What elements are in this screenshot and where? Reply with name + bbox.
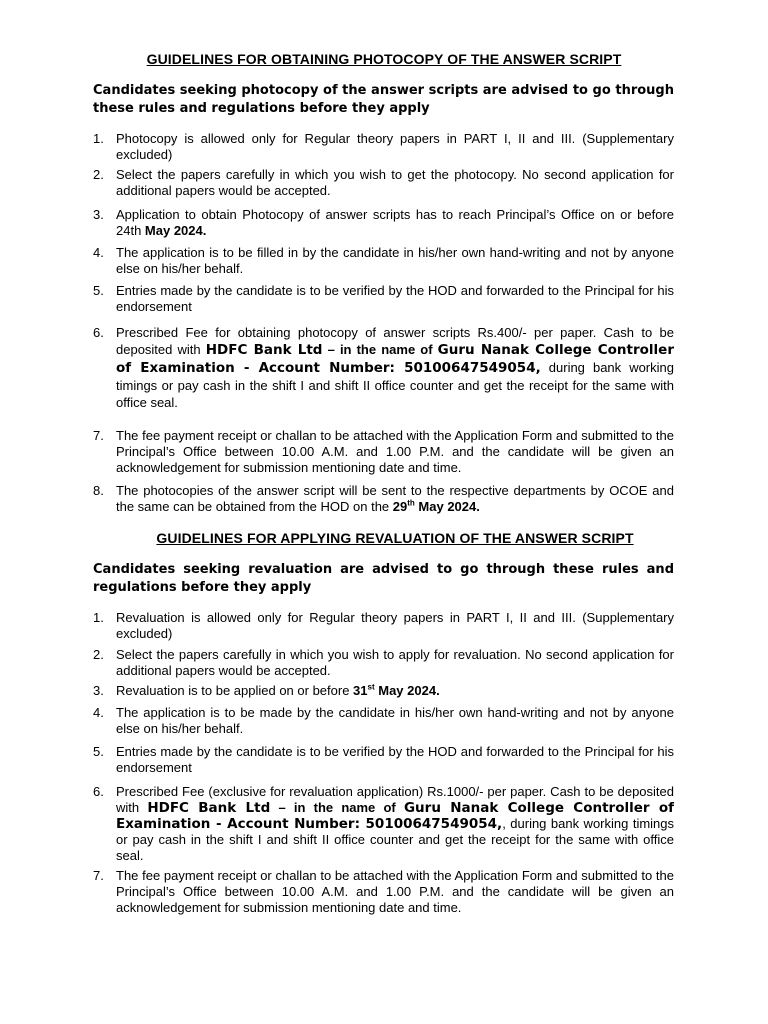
deadline-month: May 2024. [374,683,440,698]
item-text [116,683,674,699]
in-name-of: – in the name of [322,342,438,357]
photocopy-item-8 [93,483,674,515]
revaluation-intro: Candidates seeking revaluation are advised to go through these rules and regulations before they apply [93,562,674,595]
item-number: 5. [93,744,104,759]
account-number: - Account Number: 50100647549054, [210,816,503,832]
revaluation-item-3 [93,683,674,699]
pickup-day: 29 [392,499,408,514]
in-name-of: – in the name of [270,800,404,815]
item-number: 3. [93,683,104,698]
photocopy-intro: Candidates seeking photocopy of the answer scripts are advised to go through these rules and regulations before they apply [93,83,674,116]
item-text [116,784,674,864]
item-number: 1. [93,610,104,625]
item-text-main: Prescribed Fee (exclusive for revaluation application) Rs.1000/- per paper. Cash to be deposited with [116,784,674,815]
item-number: 1. [93,131,104,146]
item-text-main: The photocopies of the answer script will be sent to the respective departments by OCOE and the same can be obtained from the HOD on the [116,483,674,514]
pickup-month: May 2024. [414,499,480,514]
pickup-day-suffix: th [407,498,415,508]
item-text [116,483,674,515]
item-number: 2. [93,647,104,662]
revaluation-item-6 [93,784,674,864]
item-text-main: Revaluation is to be applied on or before [116,683,354,698]
revaluation-item-1 [93,610,674,642]
item-number: 7. [93,868,104,883]
deadline-day-suffix: st [367,682,375,692]
revaluation-item-5 [93,744,674,776]
item-number: 6. [93,325,104,340]
item-number: 8. [93,483,104,498]
item-number: 4. [93,705,104,720]
account-number: - Account Number: 50100647549054, [234,360,541,376]
item-text: The application is to be filled in by the candidate in his/her own hand-writing and not by anyone else on his/her behalf. [116,245,674,276]
payee-name: Guru Nanak College Controller of Examination [116,342,674,376]
item-text: The application is to be made by the candidate in his/her own hand-writing and not by anyone else on his/her behalf. [116,705,674,736]
photocopy-item-6 [93,324,674,411]
payee-name: Guru Nanak College Controller of Examination [116,800,674,832]
item-number: 2. [93,167,104,182]
item-text-main: Application to obtain Photocopy of answer scripts has to reach Principal’s Office on or before 24th [116,207,674,238]
revaluation-item-4 [93,705,674,737]
item-text: Entries made by the candidate is to be verified by the HOD and forwarded to the Principal for his endorsement [116,744,674,775]
photocopy-item-3 [93,207,674,239]
item-text: Select the papers carefully in which you wish to apply for revaluation. No second application for additional papers would be accepted. [116,647,674,678]
photocopy-heading: GUIDELINES FOR OBTAINING PHOTOCOPY OF THE ANSWER SCRIPT [146,51,622,67]
item-text: Photocopy is allowed only for Regular theory papers in PART I, II and III. (Supplementary excluded) [116,131,674,162]
photocopy-item-5 [93,283,674,315]
item-number: 3. [93,207,104,222]
photocopy-item-4 [93,245,674,277]
photocopy-item-1 [93,131,674,163]
item-number: 5. [93,283,104,298]
item-text: The fee payment receipt or challan to be attached with the Application Form and submitted to the Principal’s Office between 10.00 A.M. and 1.00 P.M. and the candidate will be given an acknowledgement for submission mentioning date and time. [116,428,674,475]
revaluation-item-7 [93,868,674,916]
item-text [116,207,674,239]
item-text-rest: during bank working timings or pay cash in the shift I and shift II office counter and get the receipt for the same with office seal. [116,360,674,410]
bank-name: HDFC Bank Ltd [147,800,271,816]
item-text: Select the papers carefully in which you wish to get the photocopy. No second application for additional papers would be accepted. [116,167,674,198]
revaluation-item-2 [93,647,674,679]
photocopy-item-7 [93,428,674,476]
item-number: 6. [93,784,104,799]
bank-name: HDFC Bank Ltd [205,342,323,358]
revaluation-heading: GUIDELINES FOR APPLYING REVALUATION OF THE ANSWER SCRIPT [156,530,634,546]
deadline-date: May 2024. [144,223,207,238]
item-text-main: Prescribed Fee for obtaining photocopy of answer scripts Rs.400/- per paper. Cash to be deposited with [116,325,674,357]
deadline-day: 31 [353,683,368,698]
item-number: 4. [93,245,104,260]
item-text-rest: , during bank working timings or pay cash in the shift I and shift II office counter and get the receipt for the same with office seal. [116,816,675,863]
item-text: The fee payment receipt or challan to be attached with the Application Form and submitted to the Principal’s Office between 10.00 A.M. and 1.00 P.M. and the candidate will be given an acknowledgement for submission mentioning date and time. [116,868,674,915]
item-text: Entries made by the candidate is to be verified by the HOD and forwarded to the Principal for his endorsement [116,283,674,314]
item-text: Revaluation is allowed only for Regular theory papers in PART I, II and III. (Supplementary excluded) [116,610,674,641]
item-number: 7. [93,428,104,443]
photocopy-item-2 [93,167,674,199]
item-text [116,324,674,411]
